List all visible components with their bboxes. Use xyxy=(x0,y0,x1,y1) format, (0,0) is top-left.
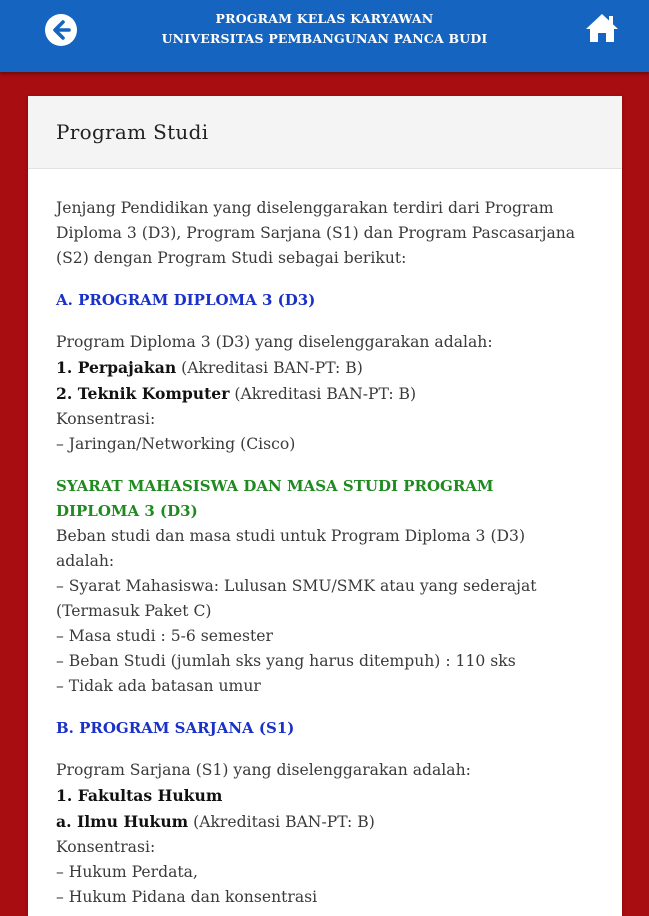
fakultas-name: 1. Fakultas Hukum xyxy=(56,786,223,805)
card-content xyxy=(28,169,622,910)
item-accreditation: (Akreditasi BAN-PT: B) xyxy=(229,385,417,403)
syarat-heading-line2: DIPLOMA 3 (D3) xyxy=(56,502,198,520)
fakultas-hukum xyxy=(56,783,594,809)
konsentrasi-label: Konsentrasi: xyxy=(56,410,156,428)
app-title-line1: PROGRAM KELAS KARYAWAN xyxy=(215,11,434,26)
section-b-lead: Program Sarjana (S1) yang diselenggarakan adalah: xyxy=(56,761,471,779)
item-accreditation: (Akreditasi BAN-PT: B) xyxy=(176,359,363,377)
program-studi-card xyxy=(28,96,622,916)
section-a-item-2 xyxy=(56,381,594,407)
back-button[interactable] xyxy=(44,13,78,47)
card-header xyxy=(28,96,622,169)
prodi-name: a. Ilmu Hukum xyxy=(56,812,189,831)
section-b-heading: B. PROGRAM SARJANA (S1) xyxy=(56,719,295,737)
syarat-mahasiswa-line1: – Syarat Mahasiswa: Lulusan SMU/SMK atau yang sederajat xyxy=(56,577,537,595)
batasan-umur: – Tidak ada batasan umur xyxy=(56,677,261,695)
konsentrasi-item: – Jaringan/Networking (Cisco) xyxy=(56,435,296,453)
section-a-lead: Program Diploma 3 (D3) yang diselenggarakan adalah: xyxy=(56,333,493,351)
syarat-mahasiswa-line2: (Termasuk Paket C) xyxy=(56,602,212,620)
intro-text: Jenjang Pendidikan yang diselenggarakan terdiri dari Program Diploma 3 (D3), Program Sarjana (S1) dan Program Pascasarjana (S2) dengan Program Studi sebagai berikut: xyxy=(56,199,576,267)
syarat-heading-line1: SYARAT MAHASISWA DAN MASA STUDI PROGRAM xyxy=(56,477,494,495)
konsentrasi-item: – Hukum Perdata, xyxy=(56,863,198,881)
app-title xyxy=(162,9,488,49)
beban-studi: – Beban Studi (jumlah sks yang harus ditempuh) : 110 sks xyxy=(56,652,516,670)
syarat-lead-line2: adalah: xyxy=(56,552,115,570)
konsentrasi-label: Konsentrasi: xyxy=(56,838,156,856)
page-title: Program Studi xyxy=(56,120,209,144)
prodi-ilmu-hukum xyxy=(56,809,594,835)
item-name: 1. Perpajakan xyxy=(56,358,177,377)
item-name: 2. Teknik Komputer xyxy=(56,384,230,403)
masa-studi: – Masa studi : 5-6 semester xyxy=(56,627,273,645)
arrow-left-circle-icon xyxy=(44,13,78,47)
section-a-heading: A. PROGRAM DIPLOMA 3 (D3) xyxy=(56,291,316,309)
home-button[interactable] xyxy=(585,12,619,44)
top-app-bar xyxy=(0,0,649,72)
syarat-lead-line1: Beban studi dan masa studi untuk Program Diploma 3 (D3) xyxy=(56,527,526,545)
prodi-accreditation: (Akreditasi BAN-PT: B) xyxy=(188,813,375,831)
konsentrasi-item: – Hukum Pidana dan konsentrasi xyxy=(56,888,318,906)
home-icon xyxy=(585,12,619,44)
app-title-line2: UNIVERSITAS PEMBANGUNAN PANCA BUDI xyxy=(161,31,488,46)
section-a-item-1 xyxy=(56,355,594,381)
